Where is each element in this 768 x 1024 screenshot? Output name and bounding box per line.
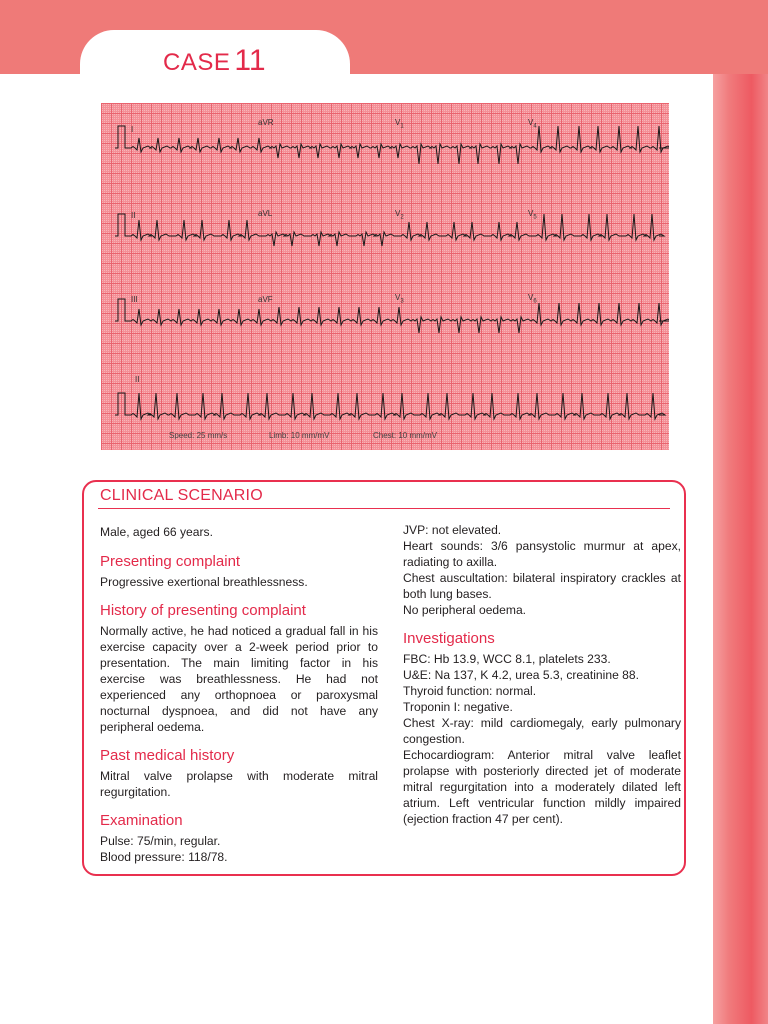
exam-heading: Examination [100, 812, 183, 829]
history-text: Normally active, he had noticed a gradual fall in his exercise capacity over a 2-week period prior to presentation. The main limiting factor in his exercise was breathlessness. He had not experienced any orthopnoea or paroxysmal nocturnal dyspnoea, and did not have any peripheral oedema. [100, 624, 378, 734]
ecg-limb-gain-label: Limb: 10 mm/mV [269, 431, 330, 440]
lead-label-V5: $V_5$ [528, 209, 537, 221]
exam-cont-line: Heart sounds: 3/6 pansystolic murmur at apex, radiating to axilla. [403, 539, 681, 569]
case-title [163, 44, 266, 83]
case-number: 11 [234, 44, 266, 77]
exam-line: Blood pressure: 118/78. [100, 850, 228, 864]
exam-cont-line: Chest auscultation: bilateral inspiratory crackles at both lung bases. [403, 571, 681, 601]
ecg-trace [115, 214, 664, 246]
investigation-line: Thyroid function: normal. [403, 684, 537, 698]
investigations-heading: Investigations [403, 630, 495, 647]
patient-line: Male, aged 66 years. [100, 525, 213, 539]
lead-label-III: III [131, 295, 138, 304]
scenario-right-column [403, 522, 681, 827]
scenario-title: CLINICAL SCENARIO [100, 487, 263, 504]
lead-label-V4: $V_4$ [528, 118, 537, 130]
presenting-heading: Presenting complaint [100, 553, 241, 570]
ecg-speed-label: Speed: 25 mm/s [169, 431, 228, 440]
pmh-heading: Past medical history [100, 747, 235, 764]
investigation-line: FBC: Hb 13.9, WCC 8.1, platelets 233. [403, 652, 611, 666]
investigation-line: Echocardiogram: Anterior mitral valve leaflet prolapse with posteriorly directed jet of moderate mitral regurgitation into a moderately dilated left atrium. Left ventricular function mildly impaired (ejection fraction 47 per cent). [403, 748, 681, 826]
investigation-line: Troponin I: negative. [403, 700, 513, 714]
case-word: CASE [163, 49, 231, 76]
lead-label-aVR: aVR [258, 118, 274, 127]
history-heading: History of presenting complaint [100, 602, 306, 619]
pmh-text: Mitral valve prolapse with moderate mitral regurgitation. [100, 769, 378, 799]
lead-label-V1: $V_1$ [395, 118, 404, 130]
investigation-line: Chest X-ray: mild cardiomegaly, early pulmonary congestion. [403, 716, 681, 746]
ecg-traces [101, 103, 669, 450]
exam-cont-line: No peripheral oedema. [403, 603, 527, 617]
lead-label-aVL: aVL [258, 209, 273, 218]
lead-label-V6: $V_6$ [528, 293, 537, 305]
lead-label-II: II [131, 211, 136, 220]
page-edge-strip [713, 74, 768, 1024]
ecg-trace [115, 393, 665, 419]
lead-label-rhythm-II: II [135, 375, 140, 384]
exam-line: Pulse: 75/min, regular. [100, 834, 221, 848]
scenario-title-rule [98, 508, 670, 509]
exam-cont-line: JVP: not elevated. [403, 523, 502, 537]
lead-label-aVF: aVF [258, 295, 273, 304]
presenting-text: Progressive exertional breathlessness. [100, 575, 308, 589]
ecg-chest-gain-label: Chest: 10 mm/mV [373, 431, 438, 440]
ecg-trace [115, 126, 669, 164]
scenario-left-column [100, 524, 378, 865]
lead-label-V3: $V_3$ [395, 293, 404, 305]
investigation-line: U&E: Na 137, K 4.2, urea 5.3, creatinine 88. [403, 668, 639, 682]
lead-label-I: I [131, 125, 134, 134]
lead-label-V2: $V_2$ [395, 209, 404, 221]
ecg-strip [101, 103, 669, 450]
clinical-scenario-box [82, 480, 686, 876]
ecg-trace [115, 299, 669, 333]
